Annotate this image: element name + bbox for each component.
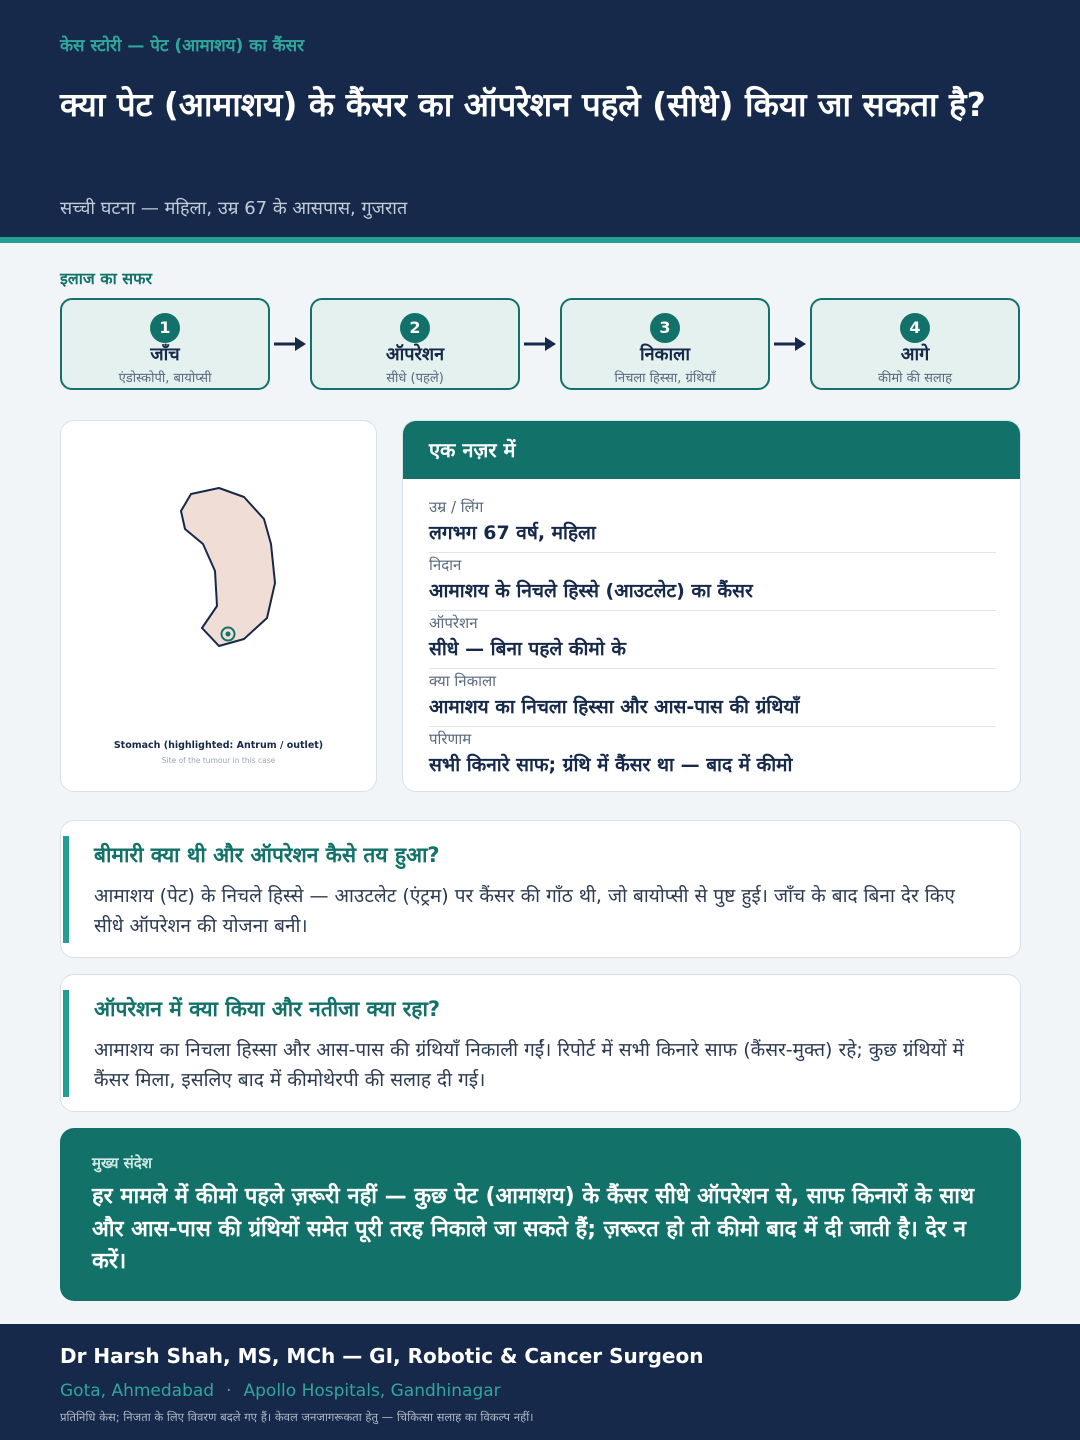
fact-row xyxy=(429,553,996,611)
fact-value: लगभग 67 वर्ष, महिला xyxy=(429,522,596,544)
section-accent-bar xyxy=(63,990,69,1097)
arrow-right-icon xyxy=(523,335,557,353)
tumour-marker-dot xyxy=(226,632,231,637)
fact-value: सीधे — बिना पहले कीमो के xyxy=(429,638,626,660)
fact-label: क्या निकाला xyxy=(429,672,497,690)
fact-label: निदान xyxy=(429,556,462,574)
fact-row xyxy=(429,727,996,785)
glance-title: एक नज़र में xyxy=(403,421,1020,479)
header-banner xyxy=(0,0,1080,237)
key-message-card xyxy=(60,1128,1021,1301)
section-accent-bar xyxy=(63,836,69,943)
step-number: 4 xyxy=(900,313,930,343)
location-gota: Gota, Ahmedabad xyxy=(60,1381,215,1401)
journey-step-1 xyxy=(60,298,270,390)
arrow-right-icon xyxy=(273,335,307,353)
page-title: क्या पेट (आमाशय) के कैंसर का ऑपरेशन पहले (सीधे) किया जा सकता है? xyxy=(60,85,986,124)
at-a-glance-card xyxy=(402,420,1021,792)
section-heading: ऑपरेशन में क्या किया और नतीजा क्या रहा? xyxy=(94,997,441,1021)
facts-list xyxy=(429,495,996,785)
stomach-shape xyxy=(181,488,275,646)
step-title: जाँच xyxy=(150,344,180,365)
stomach-illustration-card xyxy=(60,420,377,792)
step-description: सीधे (पहले) xyxy=(386,371,444,386)
step-number: 3 xyxy=(650,313,680,343)
surgery-section xyxy=(60,974,1021,1112)
illustration-caption: Stomach (highlighted: Antrum / outlet) xyxy=(113,740,324,751)
header-subtitle: सच्ची घटना — महिला, उम्र 67 के आसपास, गुजरात xyxy=(60,198,408,219)
stomach-icon xyxy=(61,421,378,793)
header-divider xyxy=(0,237,1080,243)
disease-section xyxy=(60,820,1021,958)
section-body: आमाशय का निचला हिस्सा और आस-पास की ग्रंथियाँ निकाली गईं। रिपोर्ट में सभी किनारे साफ (कैंसर-मुक्त) रहे; कुछ ग्रंथियों में कैंसर मिला, इसलिए बाद में कीमोथेरपी की सलाह दी गई। xyxy=(94,1039,964,1092)
key-message-kicker: मुख्य संदेश xyxy=(92,1154,152,1172)
section-body: आमाशय (पेट) के निचले हिस्से — आउटलेट (एंट्रम) पर कैंसर की गाँठ थी, जो बायोप्सी से पुष्ट हुई। जाँच के बाद बिना देर किए सीधे ऑपरेशन की योजना बनी। xyxy=(94,885,955,938)
fact-label: परिणाम xyxy=(429,730,472,748)
header-kicker: केस स्टोरी — पेट (आमाशय) का कैंसर xyxy=(60,36,305,56)
step-number: 1 xyxy=(150,313,180,343)
step-description: कीमो की सलाह xyxy=(878,371,952,386)
locations xyxy=(60,1381,501,1401)
doctor-name: Dr Harsh Shah, MS, MCh — GI, Robotic & Cancer Surgeon xyxy=(60,1344,704,1368)
step-description: निचला हिस्सा, ग्रंथियाँ xyxy=(614,371,716,386)
key-message-text: हर मामले में कीमो पहले ज़रूरी नहीं — कुछ पेट (आमाशय) के कैंसर सीधे ऑपरेशन से, साफ किनारों के साथ और आस-पास की ग्रंथियों समेत पूरी तरह निकाले जा सकते हैं; ज़रूरत हो तो कीमो बाद में दी जाती है। देर न करें। xyxy=(92,1184,975,1275)
fact-label: ऑपरेशन xyxy=(429,614,478,632)
section-heading: बीमारी क्या थी और ऑपरेशन कैसे तय हुआ? xyxy=(94,843,440,867)
journey-step-3 xyxy=(560,298,770,390)
disclaimer: प्रतिनिधि केस; निजता के लिए विवरण बदले गए हैं। केवल जनजागरूकता हेतु — चिकित्सा सलाह का विकल्प नहीं। xyxy=(60,1410,534,1424)
arrow-right-icon xyxy=(773,335,807,353)
location-apollo: Apollo Hospitals, Gandhinagar xyxy=(243,1381,501,1401)
fact-label: उम्र / लिंग xyxy=(429,498,484,516)
fact-value: आमाशय का निचला हिस्सा और आस-पास की ग्रंथियाँ xyxy=(429,696,800,718)
fact-row xyxy=(429,611,996,669)
step-title: ऑपरेशन xyxy=(385,344,445,365)
illustration-subcaption: Site of the tumour in this case xyxy=(161,756,276,765)
fact-row xyxy=(429,669,996,727)
fact-value: आमाशय के निचले हिस्से (आउटलेट) का कैंसर xyxy=(429,580,753,602)
step-number: 2 xyxy=(400,313,430,343)
fact-value: सभी किनारे साफ; ग्रंथि में कैंसर था — बाद में कीमो xyxy=(429,754,793,776)
journey-step-4 xyxy=(810,298,1020,390)
location-separator: · xyxy=(226,1381,232,1401)
step-title: निकाला xyxy=(639,344,690,365)
footer xyxy=(0,1324,1080,1440)
journey-step-2 xyxy=(310,298,520,390)
fact-row xyxy=(429,495,996,553)
journey-title: इलाज का सफर xyxy=(60,269,152,288)
step-title: आगे xyxy=(900,344,930,365)
step-description: एंडोस्कोपी, बायोप्सी xyxy=(118,371,212,386)
